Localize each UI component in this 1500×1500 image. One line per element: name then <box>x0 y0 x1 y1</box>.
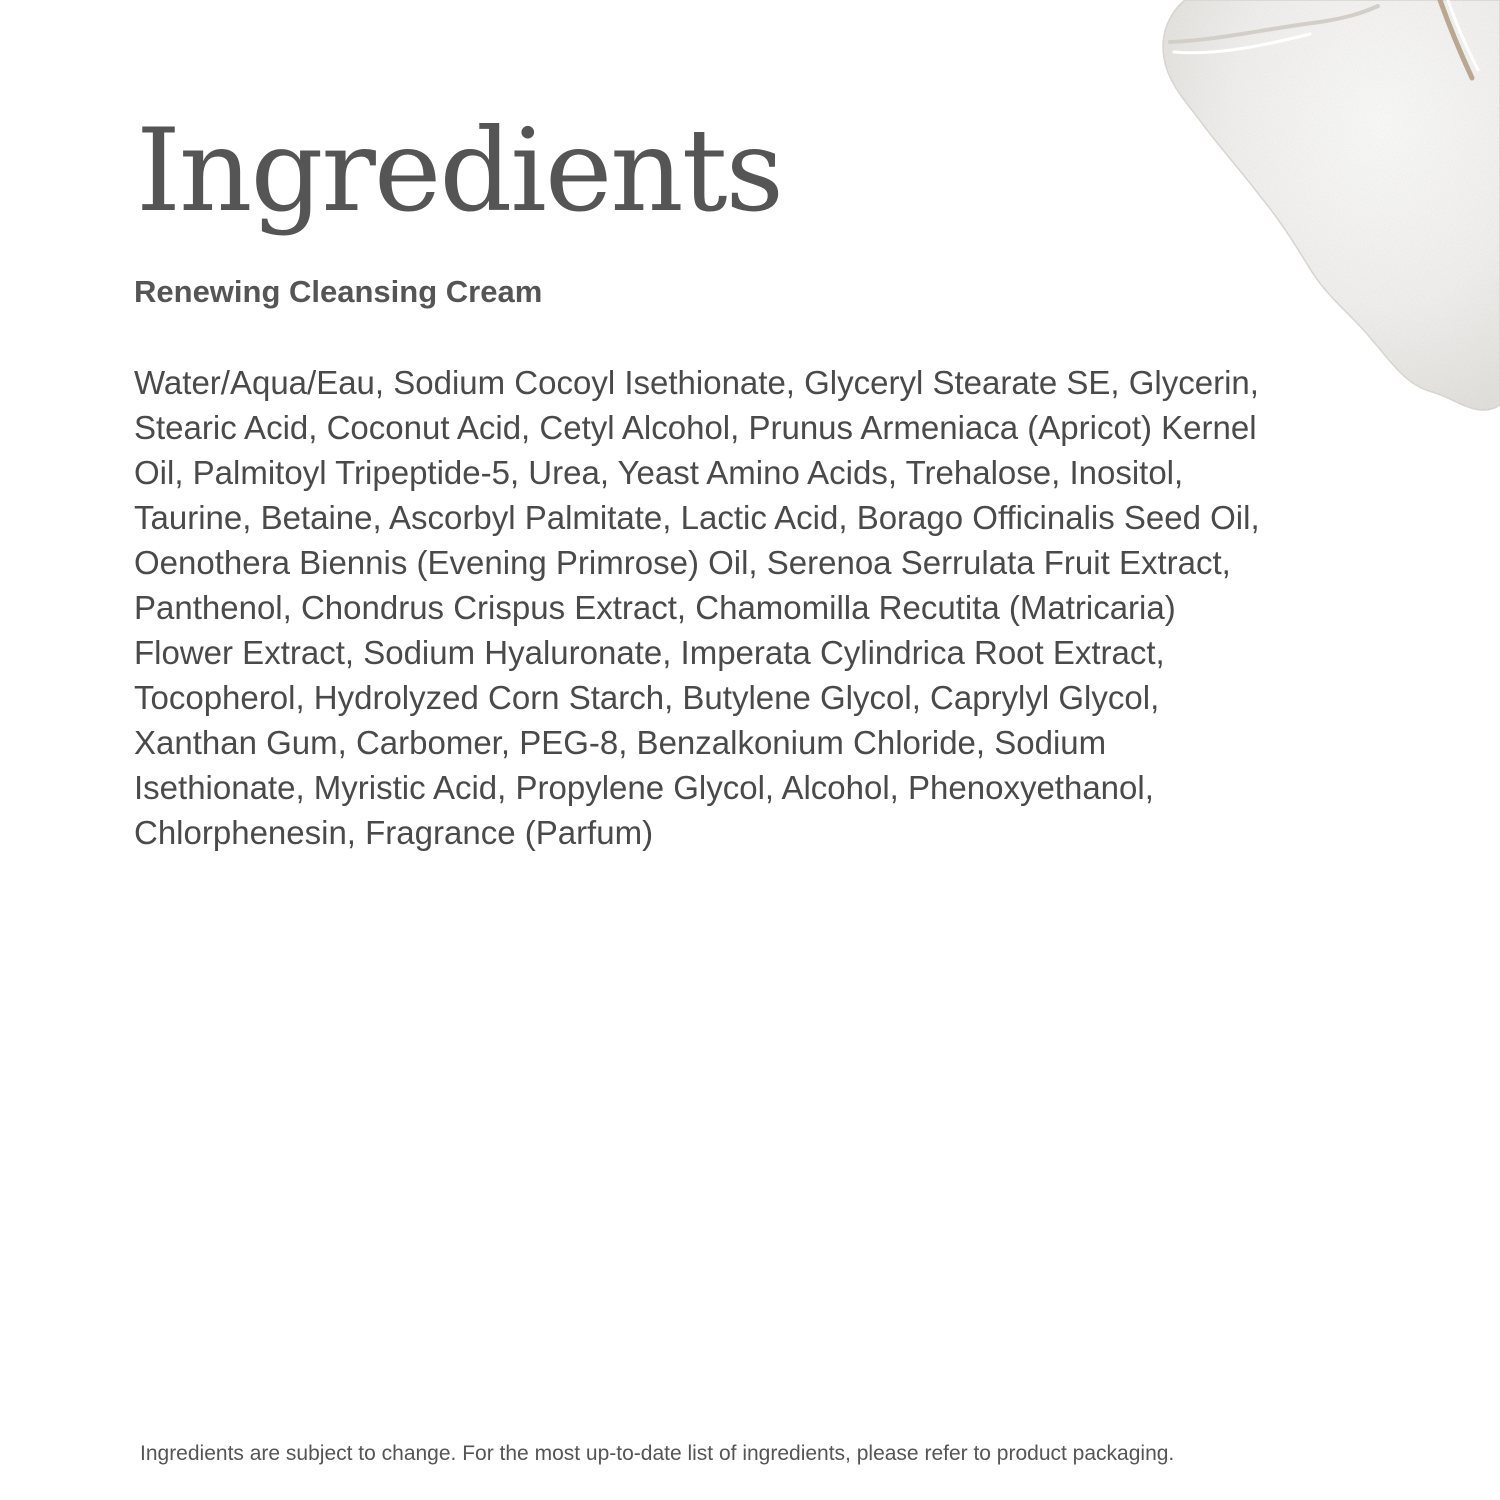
product-name: Renewing Cleansing Cream <box>134 274 543 309</box>
page-title: Ingredients <box>136 104 783 237</box>
disclaimer-note: Ingredients are subject to change. For the most up-to-date list of ingredients, please refer to product packaging. <box>140 1442 1175 1465</box>
ingredient-list: Water/Aqua/Eau, Sodium Cocoyl Isethionate, Glyceryl Stearate SE, Glycerin, Stearic Acid, Coconut Acid, Cetyl Alcohol, Prunus Armeniaca (Apricot) Kernel Oil, Palmitoyl Tripeptide-5, Urea, Yeast Amino Acids, Trehalose, Inositol, Taurine, Betaine, Ascorbyl Palmitate, Lactic Acid, Borago Officinalis Seed Oil, Oenothera Biennis (Evening Primrose) Oil, Serenoa Serrulata Fruit Extract, Panthenol, Chondrus Crispus Extract, Chamomilla Recutita (Matricaria) Flower Extract, Sodium Hyaluronate, Imperata Cylindrica Root Extract, Tocopherol, Hydrolyzed Corn Starch, Butylene Glycol, Caprylyl Glycol, Xanthan Gum, Carbomer, PEG-8, Benzalkonium Chloride, Sodium Isethionate, Myristic Acid, Propylene Glycol, Alcohol, Phenoxyethanol, Chlorphenesin, Fragrance (Parfum) <box>134 364 1260 851</box>
